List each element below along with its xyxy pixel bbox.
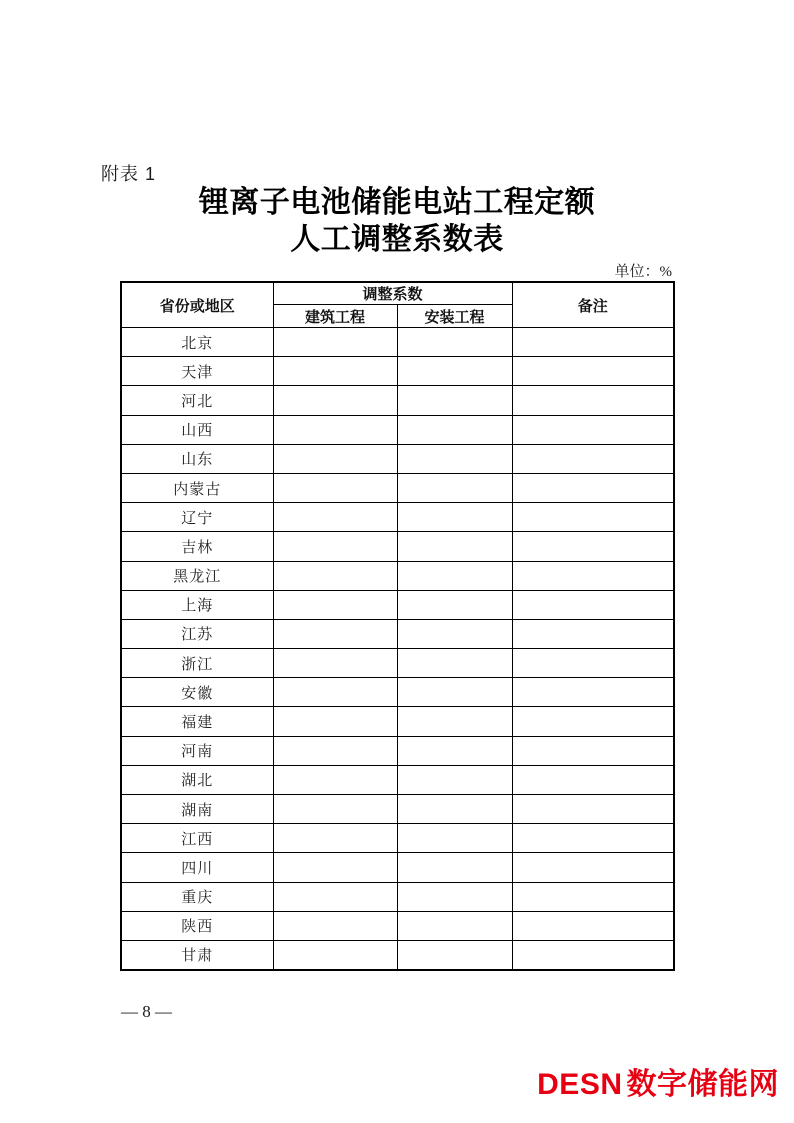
construction-coefficient-cell <box>273 940 397 969</box>
header-coefficient-group: 调整系数 <box>273 282 512 305</box>
remarks-cell <box>512 473 674 502</box>
table-row <box>121 824 674 853</box>
table-body <box>121 328 674 970</box>
remarks-cell <box>512 678 674 707</box>
logo-chinese-text: 数字储能网 <box>626 1068 779 1101</box>
table-row <box>121 736 674 765</box>
remarks-cell <box>512 503 674 532</box>
remarks-cell <box>512 415 674 444</box>
remarks-cell <box>512 357 674 386</box>
header-region: 省份或地区 <box>121 282 273 328</box>
installation-coefficient-cell <box>397 386 512 415</box>
region-cell: 甘肃 <box>121 940 273 969</box>
header-installation: 安装工程 <box>397 305 512 328</box>
region-cell: 江西 <box>121 824 273 853</box>
region-cell: 山东 <box>121 444 273 473</box>
installation-coefficient-cell <box>397 561 512 590</box>
remarks-cell <box>512 590 674 619</box>
installation-coefficient-cell <box>397 678 512 707</box>
region-cell: 吉林 <box>121 532 273 561</box>
installation-coefficient-cell <box>397 707 512 736</box>
region-cell: 辽宁 <box>121 503 273 532</box>
table-row <box>121 765 674 794</box>
installation-coefficient-cell <box>397 940 512 969</box>
construction-coefficient-cell <box>273 678 397 707</box>
installation-coefficient-cell <box>397 590 512 619</box>
installation-coefficient-cell <box>397 853 512 882</box>
region-cell: 重庆 <box>121 882 273 911</box>
region-cell: 山西 <box>121 415 273 444</box>
table-row <box>121 649 674 678</box>
table-row <box>121 473 674 502</box>
remarks-cell <box>512 328 674 357</box>
table-row <box>121 619 674 648</box>
construction-coefficient-cell <box>273 795 397 824</box>
table-row <box>121 795 674 824</box>
installation-coefficient-cell <box>397 911 512 940</box>
installation-coefficient-cell <box>397 444 512 473</box>
region-cell: 湖北 <box>121 765 273 794</box>
remarks-cell <box>512 765 674 794</box>
construction-coefficient-cell <box>273 736 397 765</box>
region-cell: 天津 <box>121 357 273 386</box>
installation-coefficient-cell <box>397 473 512 502</box>
table-row <box>121 561 674 590</box>
remarks-cell <box>512 795 674 824</box>
installation-coefficient-cell <box>397 736 512 765</box>
table-row <box>121 853 674 882</box>
construction-coefficient-cell <box>273 532 397 561</box>
region-cell: 北京 <box>121 328 273 357</box>
construction-coefficient-cell <box>273 619 397 648</box>
remarks-cell <box>512 824 674 853</box>
table-row <box>121 911 674 940</box>
remarks-cell <box>512 649 674 678</box>
remarks-cell <box>512 561 674 590</box>
region-cell: 内蒙古 <box>121 473 273 502</box>
installation-coefficient-cell <box>397 415 512 444</box>
remarks-cell <box>512 532 674 561</box>
construction-coefficient-cell <box>273 386 397 415</box>
unit-label: 单位：% <box>614 264 672 280</box>
remarks-cell <box>512 882 674 911</box>
header-remarks: 备注 <box>512 282 674 328</box>
page-number: — 8 — <box>121 1002 172 1021</box>
installation-coefficient-cell <box>397 503 512 532</box>
table-row <box>121 328 674 357</box>
region-cell: 上海 <box>121 590 273 619</box>
construction-coefficient-cell <box>273 707 397 736</box>
region-cell: 浙江 <box>121 649 273 678</box>
installation-coefficient-cell <box>397 765 512 794</box>
remarks-cell <box>512 911 674 940</box>
remarks-cell <box>512 386 674 415</box>
region-cell: 江苏 <box>121 619 273 648</box>
region-cell: 湖南 <box>121 795 273 824</box>
table-row <box>121 707 674 736</box>
appendix-caption: 附表 1 <box>101 164 157 184</box>
region-cell: 河北 <box>121 386 273 415</box>
installation-coefficient-cell <box>397 619 512 648</box>
title-line-1: 锂离子电池储能电站工程定额 <box>198 186 596 219</box>
remarks-cell <box>512 853 674 882</box>
region-cell: 福建 <box>121 707 273 736</box>
table-row <box>121 882 674 911</box>
construction-coefficient-cell <box>273 357 397 386</box>
installation-coefficient-cell <box>397 824 512 853</box>
construction-coefficient-cell <box>273 561 397 590</box>
construction-coefficient-cell <box>273 765 397 794</box>
remarks-cell <box>512 707 674 736</box>
construction-coefficient-cell <box>273 649 397 678</box>
remarks-cell <box>512 444 674 473</box>
remarks-cell <box>512 736 674 765</box>
logo-latin-text: DESN <box>537 1068 623 1101</box>
region-cell: 陕西 <box>121 911 273 940</box>
construction-coefficient-cell <box>273 882 397 911</box>
table-row <box>121 503 674 532</box>
table-row <box>121 357 674 386</box>
region-cell: 黑龙江 <box>121 561 273 590</box>
construction-coefficient-cell <box>273 328 397 357</box>
construction-coefficient-cell <box>273 590 397 619</box>
installation-coefficient-cell <box>397 532 512 561</box>
title-line-2: 人工调整系数表 <box>290 223 504 256</box>
table-row <box>121 415 674 444</box>
site-logo <box>537 1068 779 1102</box>
construction-coefficient-cell <box>273 824 397 853</box>
table-row <box>121 940 674 969</box>
construction-coefficient-cell <box>273 503 397 532</box>
region-cell: 安徽 <box>121 678 273 707</box>
region-cell: 河南 <box>121 736 273 765</box>
remarks-cell <box>512 619 674 648</box>
construction-coefficient-cell <box>273 415 397 444</box>
construction-coefficient-cell <box>273 853 397 882</box>
construction-coefficient-cell <box>273 911 397 940</box>
table-row <box>121 386 674 415</box>
table-row <box>121 444 674 473</box>
table-row <box>121 590 674 619</box>
table-row <box>121 532 674 561</box>
construction-coefficient-cell <box>273 473 397 502</box>
document-title <box>0 184 794 258</box>
installation-coefficient-cell <box>397 795 512 824</box>
installation-coefficient-cell <box>397 882 512 911</box>
installation-coefficient-cell <box>397 328 512 357</box>
remarks-cell <box>512 940 674 969</box>
region-cell: 四川 <box>121 853 273 882</box>
installation-coefficient-cell <box>397 357 512 386</box>
table-row <box>121 678 674 707</box>
construction-coefficient-cell <box>273 444 397 473</box>
adjustment-coefficient-table <box>120 281 675 971</box>
header-construction: 建筑工程 <box>273 305 397 328</box>
installation-coefficient-cell <box>397 649 512 678</box>
